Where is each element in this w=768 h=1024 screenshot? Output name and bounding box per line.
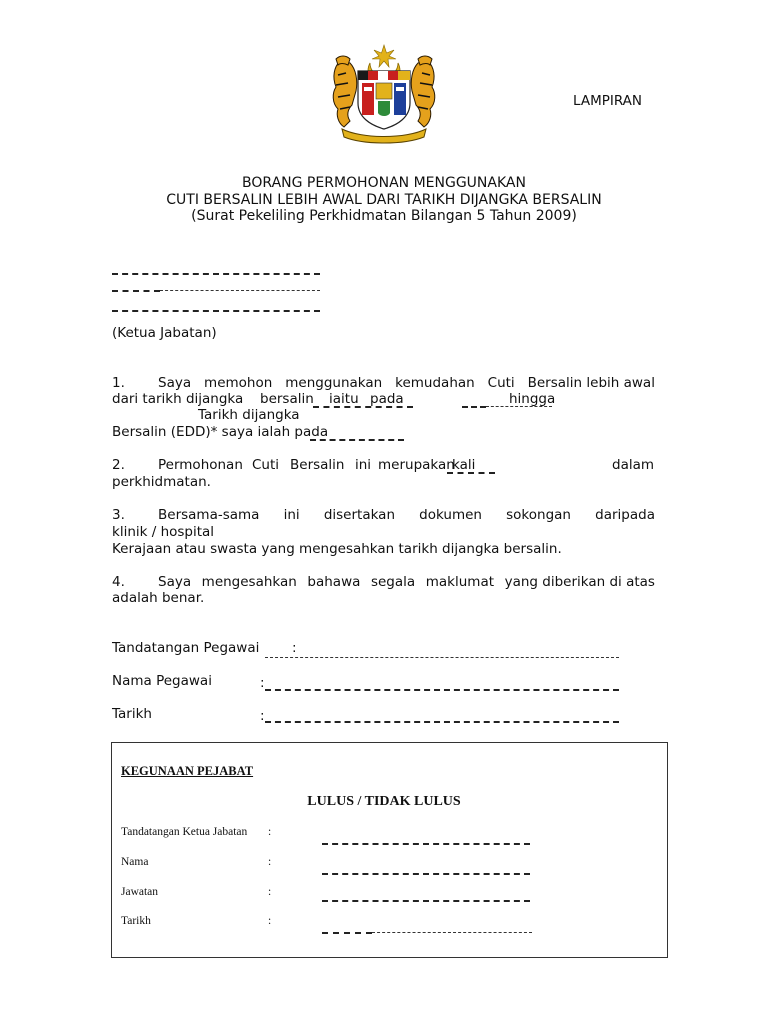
officer-name-colon: : (260, 675, 265, 691)
p1-line-3: Bersalin (EDD)* saya ialah pada (112, 424, 329, 440)
p2-w1: Cuti (252, 457, 280, 473)
count-blank[interactable] (447, 472, 495, 474)
head-signature-field[interactable] (322, 843, 530, 845)
p4-line-2: adalah benar. (112, 590, 205, 606)
office-name-label: Nama (121, 856, 149, 868)
approval-status[interactable]: LULUS / TIDAK LULUS (307, 794, 461, 809)
end-date-blank-bold (462, 406, 486, 408)
officer-date-colon: : (260, 708, 265, 724)
office-date-field-bold (322, 932, 372, 934)
p4-line-1: Saya mengesahkan bahawa segala maklumat yang diberikan di atas (158, 574, 655, 590)
office-date-field[interactable] (372, 932, 532, 933)
p2-w3: ini (355, 457, 372, 473)
address-line-3[interactable] (112, 310, 320, 312)
p1-line-2c: iaitu (329, 391, 359, 407)
malaysia-coat-of-arms-icon (326, 43, 442, 145)
officer-name-label: Nama Pegawai (112, 673, 212, 689)
lampiran-label: LAMPIRAN (573, 93, 643, 109)
office-name-colon: : (268, 856, 272, 868)
p3-line-2: klinik / hospital (112, 524, 215, 540)
p4-number: 4. (112, 574, 125, 590)
p2-number: 2. (112, 457, 125, 473)
p3-number: 3. (112, 507, 125, 523)
address-line-2[interactable] (160, 290, 320, 291)
p1-number: 1. (112, 375, 125, 391)
p1-line-2e: hingga (509, 391, 556, 407)
office-name-field[interactable] (322, 873, 530, 875)
office-date-colon: : (268, 915, 272, 927)
address-line-1[interactable] (112, 273, 320, 275)
p2-w4: merupakan (378, 457, 455, 473)
officer-signature-label: Tandatangan Pegawai (112, 640, 260, 656)
office-use-heading: KEGUNAAN PEJABAT (121, 764, 254, 778)
start-date-blank[interactable] (313, 406, 413, 408)
p2-line-2: perkhidmatan. (112, 474, 211, 490)
p2-w0: Permohonan (158, 457, 243, 473)
officer-name-field[interactable] (265, 689, 619, 691)
p1-line-2f: Tarikh dijangka (198, 407, 300, 423)
edd-blank[interactable] (310, 439, 404, 441)
head-signature-label: Tandatangan Ketua Jabatan (121, 826, 248, 838)
p3-line-1: Bersama-sama ini disertakan dokumen sokongan daripada (158, 507, 655, 523)
form-title-line-2: CUTI BERSALIN LEBIH AWAL DARI TARIKH DIJANGKA BERSALIN (166, 192, 602, 208)
p2-w6: dalam (612, 457, 655, 473)
office-position-colon: : (268, 886, 272, 898)
p1-line-2b: bersalin (260, 391, 314, 407)
p1-line-1: Saya memohon menggunakan kemudahan Cuti Bersalin lebih awal (158, 375, 655, 391)
officer-date-field[interactable] (265, 721, 619, 723)
end-date-blank[interactable] (486, 406, 552, 407)
p2-w5: kali (452, 457, 476, 473)
address-line-2-bold (112, 290, 160, 292)
p3-line-3: Kerajaan atau swasta yang mengesahkan tarikh dijangka bersalin. (112, 541, 562, 557)
officer-signature-colon: : (292, 640, 297, 656)
form-title-line-3: (Surat Pekeliling Perkhidmatan Bilangan 5 Tahun 2009) (191, 208, 577, 224)
p2-w2: Bersalin (290, 457, 345, 473)
officer-date-label: Tarikh (112, 706, 152, 722)
officer-signature-field[interactable] (265, 657, 619, 658)
form-title-line-1: BORANG PERMOHONAN MENGGUNAKAN (242, 175, 526, 191)
office-position-label: Jawatan (121, 886, 159, 898)
p1-line-2a: dari tarikh dijangka (112, 391, 244, 407)
office-date-label: Tarikh (121, 915, 151, 927)
head-signature-colon: : (268, 826, 272, 838)
recipient-label: (Ketua Jabatan) (112, 325, 217, 341)
office-position-field[interactable] (322, 900, 530, 902)
p1-line-2d: pada (370, 391, 404, 407)
